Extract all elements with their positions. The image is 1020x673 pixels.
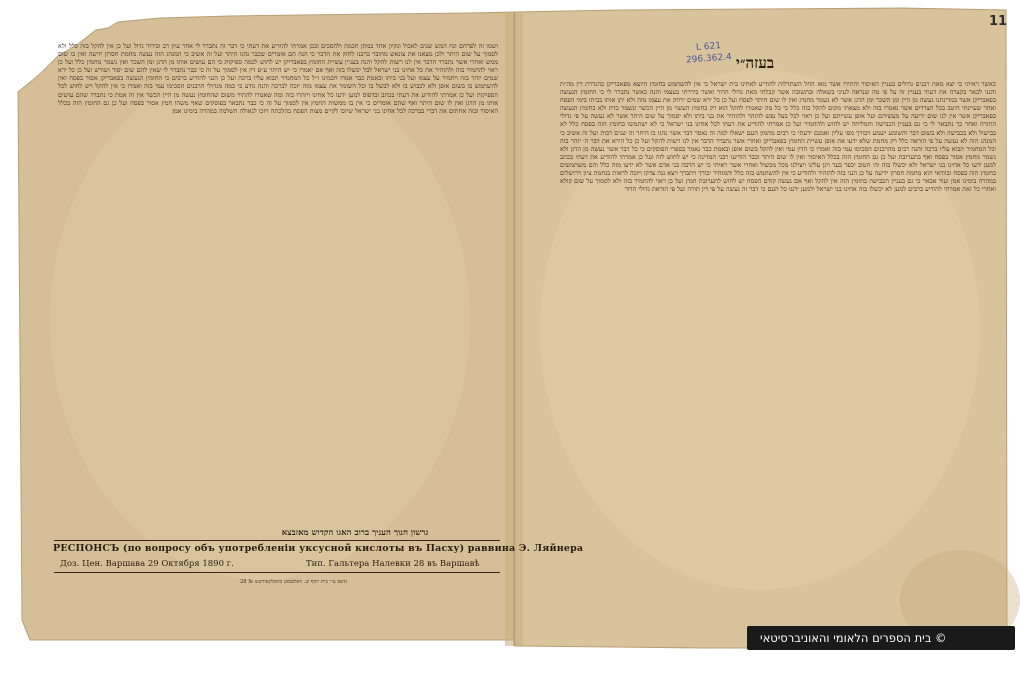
corner-mark: 11	[989, 14, 1008, 29]
censor-approval: Доз. Цен. Варшава 29 Октября 1890 г.	[60, 559, 234, 569]
page-title: בעזה״י	[735, 54, 775, 72]
divider	[54, 572, 500, 573]
left-page-body: ושמו זה לפרחם ונח המש שנים לאכול ונקיון אחד במתן חכמה ולהסכים ובכן אמרתי להודיע את דעתי כי דבר זה נתברר לי אחר עיון רב ובירור גדול ועל כן אין להקל בזה כלל ולא לסמוך על שום היתר ולכן מצאנו את צונאש מחובר ברבנו לחזק את הדבר כי הנה הם אומרים שכבר נהגו היתר ועל זה אשיב כי המנהג הזה נעשה מחמת חסרון ידיעה ואין בו שום ממש ואחרי אשר נתברר הדבר אין לנו רשות להקל והנה בעניין עשיית החומץ בפאבריקן יש לחוש לכמה ספיקות כי הם עושים אותו מן הדגן ומן השכר ואין נשמר מחמץ כלל ועל כן ראוי להחמיר בזה ולהזהיר את כל אחינו בני ישראל לבל יכשלו בזה ואף אם יאמרו כי יש היתר ע״פ דין אין לסמוך על זה כי כבר נתברר לי שאין להם שום יסוד ושורש ועל כן כל ירא שמים יזהר בזה ויחמיר על עצמו ועל בני ביתו ובאמת כבר אמרו חכמינו ז״ל כל המחמיר תבוא עליו ברכה ועל כן הנני להודיע ברבים כי החומץ הנעשה בפאבריקן אסור בפסח ואין להשתמש בו בשום אופן ולא לכבוש בו ולא לבשל בו וכל השומר את עצמו מזה יזכה לברכה והנה נודע כי כמה מגדולי הרבנים הסכימו עמי בזה ואמרו כי אין להקל ויש לחוש לכל הספיקות ועל כן אמרתי להודיע את דעתי בכתב ובדפוס למען ידעו כל אחינו ויזהרו בזה ומה שאמרו להתיר משום שהחומץ נעשה מן היין הכשר אין זה אמת כי נתברר שהם עושים אותו מן הדגן ואין לו שום היתר ואף שהם אומרים כי אין בו ממשות החמץ אין לסמוך על זה כי כבר נתבאר בפוסקים שאף משהו חמץ אסור בפסח ועל כן גם החומץ הזה בכלל האיסור ובזה אחתום את דברי בברכה לכל אחינו בני ישראל שיזכו לקיים מצות הפסח כהלכתה ויזכו לגאולה השלמה במהרה בימינו אמן	[58, 42, 498, 115]
signature-line: גרשון חנוך העניך ברוב האגו הקדוש מאזבצא	[281, 528, 429, 538]
footer-note: נדפס ע״י בית יוסף ש. וואלפסאן בוואלקאוויטש № 28	[240, 579, 348, 585]
russian-heading: РЕСПОНСЪ (по вопросу объ употребленiи уксусной кислоты въ Пасху) раввина Э. Ляйнера	[53, 543, 584, 554]
archive-stamp: L 621	[695, 41, 722, 53]
archive-stamp-number: 296.362.4	[685, 52, 733, 66]
divider	[54, 540, 500, 541]
printer-imprint: Тип. Гальтера Налевки 28 въ Варшавѣ	[306, 559, 480, 569]
right-page-body: כאשר ראיתי כי יצא מאת רבנים גדולים בעניין האיסור והתירו אשר מאז החל השתדלות להודיע לאחינו בית ישראל כי אין להשתמש בחומץ היוצא מפאבריקן כהגדרת דין מה״ת והנני לבאר בקצרה את דעתי בעניין זה על פי מה שנראה לעיני בשאלה ובתשובה אשר קבלתי מאת גדולי הדור ואשר ביררתי בעצמי והנה כאשר נתברר לי כי החומץ הנעשה בפאבריקן אשר במדינתנו נעשה מן היין ומן השכר ומן הדגן אשר לא נשמר מחמץ ואין לו שום היתר לפסח ועל כן כל ירא שמים ירחק את עצמו מזה ולא יתן אותו בביתו בימי הפסח ואחר שעיינתי היטב בכל הצדדים אשר נאמרו בזה ולא מצאתי מקום להקל בזה כלל כי כל מה שאמרו להקל הוא רק בחומץ העשוי מן היין הכשר ונשמר כדת ולא בחומץ הנעשה בפאבריקן אשר אין לנו שום ידיעה על מעשיהם ועל אופן עשייתם ועל כן ראוי לכל בעל נפש להזהר ולהזהיר את בני ביתו ולא יסמוך על שום היתר אשר לא נעשה על פי גדולי התורה ואחר כך נתבאר לי כי גם בעניין הכבישה והמליחה יש לחוש ולהחמיר ועל כן אמרתי להודיע את דעתי לכל אחינו בני ישראל כי לא ישתמשו בחומץ הזה בפסח כלל לא בבישול ולא בכבישה ולא בשום דבר והשומע ישמע ויבורך מפי עליון ואמנם ידעתי כי רבים מהמון העם ישאלו למה זה נאסר דבר אשר נהגו בו היתר זה שנים רבות ועל זה אשיב כי המנהג הזה לא נעשה על פי הוראה כלל רק מחמת שלא ידעו את אופן עשיית החומץ בפאבריקן ואחרי אשר נתברר הדבר אין לנו רשות להקל ועל כן כל הירא את דבר ה׳ יזהר בזה וכל המחמיר תבוא עליו ברכה והנה רבים מהרבנים הסכימו עמי בזה ואמרו כי הדין עמי ואין להקל בשום אופן ובאמת כבר נאמר בספרי הפוסקים כי כל דבר אשר נעשה מן הדגן ולא נשמר מחמץ אסור בפסח ואף בתערובת ועל כן גם החומץ הזה בכלל האיסור ואין לו שום היתר וכבר הודיעו רבני המדינה כי יש לחוש לזה ועל כן אמרתי להודיע את דעתי בכתב למען ידעו כל אחינו בני ישראל ולא יכשלו בזה וה׳ הטוב יכפר בעד ויגן עלינו ויצילנו מכל מכשול ואחרי אשר ראיתי כי יש הרבה בני אדם אשר לא ידעו מזה כלל והם משתמשים בחומץ הזה בפסח ובוודאי הוא מחמת חסרון ידיעה על כן הנני בזה להזהיר ולהודיע כי אין להשתמש בזה כלל והמזהיר יבורך ויתברך ויצא נגה צדקו ויזכה לראות בנחמת ציון וירושלים במהרה בימינו אמן ועוד אבאר כי גם בעניין הכבישה בחומץ הזה אין להקל ואף אם נעשה קודם הפסח יש לחוש לתערובת חמץ ועל כן ראוי להחמיר בזה ולא לסמוך על שום קולא ואחרי כל זאת אמרתי להודיע ברבים למען לא יכשלו בזה אחינו בני ישראל ולמען ידעו כל העם כי דבר זה נעשה על פי דין תורה ועל פי הוראת גדולי הדור	[560, 80, 996, 194]
copyright-text: © בית הספרים הלאומי והאוניברסיטאי	[760, 631, 947, 645]
